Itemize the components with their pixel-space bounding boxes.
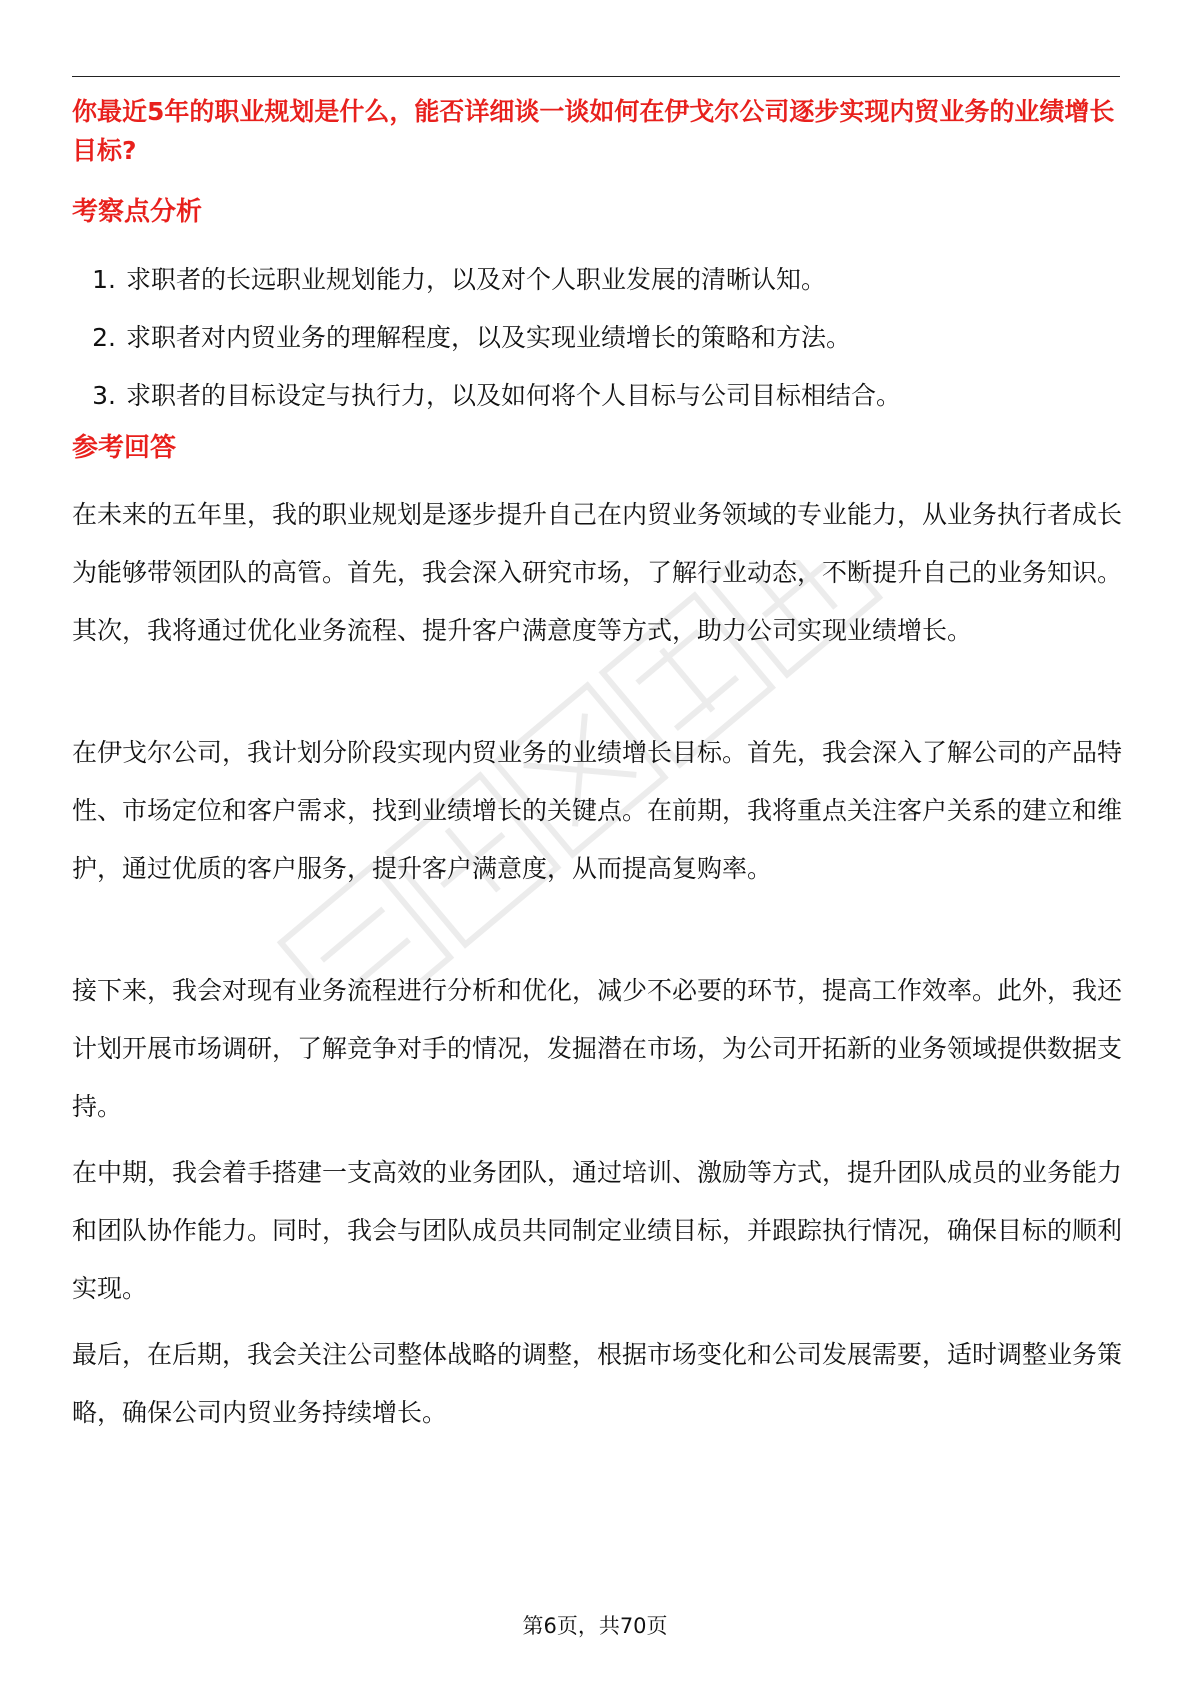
list-item-number: 3.	[92, 381, 116, 410]
list-item-text: 求职者的目标设定与执行力，以及如何将个人目标与公司目标相结合。	[126, 381, 902, 410]
answer-paragraph: 在中期，我会着手搭建一支高效的业务团队，通过培训、激励等方式，提升团队成员的业务能力和团队协作能力。同时，我会与团队成员共同制定业绩目标，并跟踪执行情况，确保目标的顺利实现。	[72, 1158, 1123, 1303]
top-divider	[72, 76, 1120, 77]
list-item-text: 求职者对内贸业务的理解程度，以及实现业绩增长的策略和方法。	[126, 323, 852, 352]
list-item	[72, 378, 1122, 436]
answer-paragraph: 在未来的五年里，我的职业规划是逐步提升自己在内贸业务领域的专业能力，从业务执行者成长为能够带领团队的高管。首先，我会深入研究市场，了解行业动态，不断提升自己的业务知识。其次，我将通过优化业务流程、提升客户满意度等方式，助力公司实现业绩增长。	[72, 500, 1123, 645]
list-item	[72, 320, 1122, 378]
analysis-point-list	[72, 262, 1122, 436]
list-item	[72, 262, 1122, 320]
list-item-number: 2.	[92, 323, 116, 352]
answer-paragraph: 最后，在后期，我会关注公司整体战略的调整，根据市场变化和公司发展需要，适时调整业务策略，确保公司内贸业务持续增长。	[72, 1340, 1123, 1427]
question-title: 你最近5年的职业规划是什么，能否详细谈一谈如何在伊戈尔公司逐步实现内贸业务的业绩增长目标?	[72, 97, 1115, 165]
page-number: 第6页，共70页	[522, 1614, 668, 1638]
answer-paragraph: 在伊戈尔公司，我计划分阶段实现内贸业务的业绩增长目标。首先，我会深入了解公司的产品特性、市场定位和客户需求，找到业绩增长的关键点。在前期，我将重点关注客户关系的建立和维护，通过优质的客户服务，提升客户满意度，从而提高复购率。	[72, 738, 1123, 883]
list-item-number: 1.	[92, 265, 116, 294]
list-item-text: 求职者的长远职业规划能力，以及对个人职业发展的清晰认知。	[126, 265, 827, 294]
answer-paragraph: 接下来，我会对现有业务流程进行分析和优化，减少不必要的环节，提高工作效率。此外，我还计划开展市场调研，了解竞争对手的情况，发掘潜在市场，为公司开拓新的业务领域提供数据支持。	[72, 976, 1123, 1121]
analysis-heading: 考察点分析	[72, 197, 203, 227]
answer-heading: 参考回答	[72, 433, 177, 463]
